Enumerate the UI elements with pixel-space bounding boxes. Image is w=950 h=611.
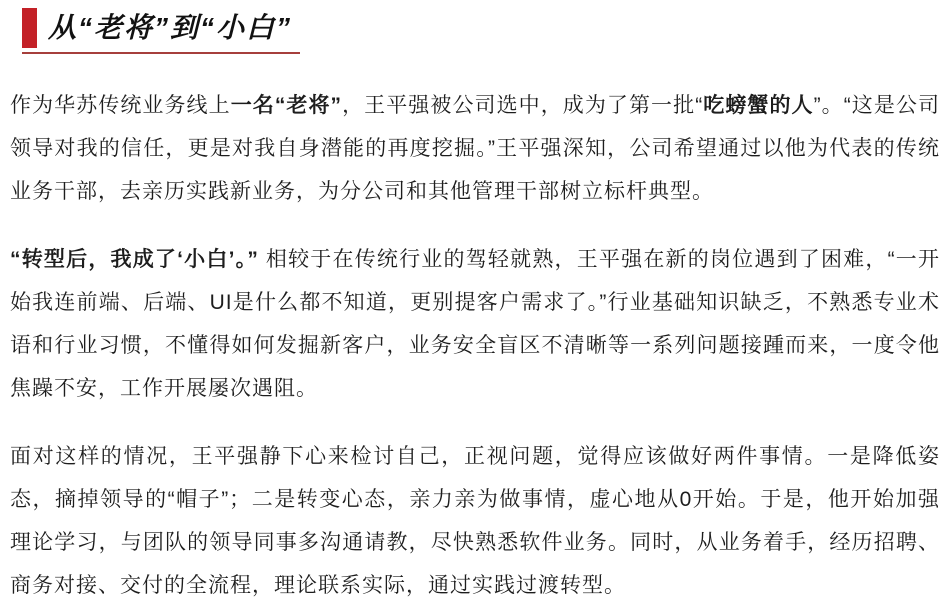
text-run: 面对这样的情况，王平强静下心来检讨自己，正视问题，觉得应该做好两件事情。一是降低姿态，摘掉领导的“帽子”；二是转变心态，亲力亲为做事情，虚心地从0开始。于是，他开始加强理论学习，与团队的领导同事多沟通请教，尽快熟悉软件业务。同时，从业务着手，经历招聘、商务对接、交付的全流程，理论联系实际，通过实践过渡转型。 bbox=[10, 445, 940, 597]
bold-text-run: “转型后，我成了‘小白’。” bbox=[10, 248, 259, 271]
article-page bbox=[0, 8, 950, 611]
paragraph bbox=[10, 84, 940, 213]
page-title: 从“老将”到“小白” bbox=[48, 12, 293, 43]
paragraph bbox=[10, 435, 940, 607]
paragraph bbox=[10, 238, 940, 410]
text-run: ”。“这是公司领导对我的信任，更是对我自身潜能的再度挖掘。”王平强深知，公司希望通过以他为代表的传统业务干部，去亲历实践新业务，为分公司和其他管理干部树立标杆典型。 bbox=[10, 94, 941, 203]
text-run: 作为华苏传统业务线上 bbox=[10, 94, 231, 117]
text-run: 相较于在传统行业的驾轻就熟，王平强在新的岗位遇到了困难，“一开始我连前端、后端、UI是什么都不知道，更别提客户需求了。”行业基础知识缺乏，不熟悉专业术语和行业习惯，不懂得如何发掘新客户，业务安全盲区不清晰等一系列问题接踵而来，一度令他焦躁不安，工作开展屡次遇阻。 bbox=[10, 248, 940, 400]
bold-text-run: 吃螃蟹的人 bbox=[703, 94, 814, 117]
bold-text-run: 一名“老将” bbox=[230, 94, 343, 117]
article-body bbox=[10, 84, 940, 607]
title-block bbox=[22, 8, 300, 54]
text-run: ，王平强被公司选中，成为了第一批“ bbox=[342, 94, 704, 117]
title-accent-bar bbox=[22, 8, 37, 48]
